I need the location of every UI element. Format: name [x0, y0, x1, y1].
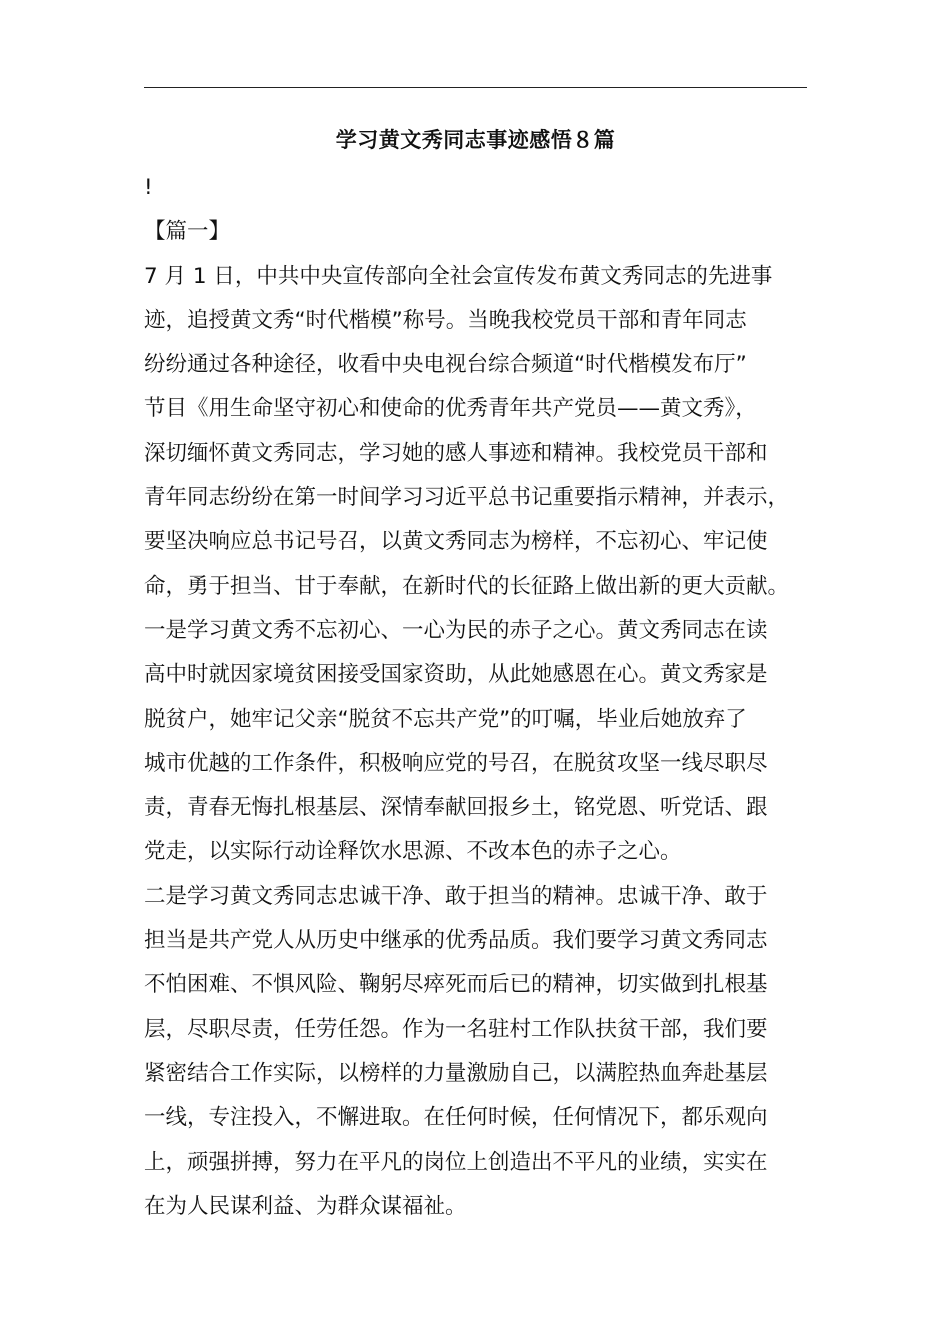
body-line: 青年同志纷纷在第一时间学习习近平总书记重要指示精神，并表示， [144, 485, 790, 511]
body-line: 命，勇于担当、甘于奉献，在新时代的长征路上做出新的更大贡献。 [144, 573, 790, 599]
section-label: 【篇一】 [144, 219, 231, 245]
body-line: 紧密结合工作实际，以榜样的力量激励自己，以满腔热血奔赴基层 [144, 1060, 768, 1086]
body-line: 不怕困难、不惧风险、鞠躬尽瘁死而后已的精神，切实做到扎根基 [144, 972, 768, 998]
body-line: 城市优越的工作条件，积极响应党的号召，在脱贫攻坚一线尽职尽 [144, 750, 768, 776]
body-line: 责，青春无悔扎根基层、深情奉献回报乡土，铭党恩、听党话、跟 [144, 795, 768, 821]
body-line: 脱贫户，她牢记父亲“脱贫不忘共产党”的叮嘱，毕业后她放弃了 [144, 706, 747, 732]
body-line: 党走，以实际行动诠释饮水思源、不改本色的赤子之心。 [144, 839, 682, 865]
body-line: 要坚决响应总书记号召，以黄文秀同志为榜样，不忘初心、牢记使 [144, 529, 768, 555]
header-rule [144, 87, 807, 88]
body-line: 上，顽强拼搏，努力在平凡的岗位上创造出不平凡的业绩，实实在 [144, 1149, 768, 1175]
body-line: 高中时就因家境贫困接受国家资助，从此她感恩在心。黄文秀家是 [144, 662, 768, 688]
document-body [144, 166, 816, 1229]
body-line: 迹，追授黄文秀“时代楷模”称号。当晚我校党员干部和青年同志 [144, 307, 747, 333]
body-line: 一线，专注投入，不懈进取。在任何时候，任何情况下，都乐观向 [144, 1105, 768, 1131]
stray-marker: ! [144, 175, 153, 200]
body-line: 层，尽职尽责，任劳任怨。作为一名驻村工作队扶贫干部，我们要 [144, 1016, 768, 1042]
body-line: 二是学习黄文秀同志忠诚干净、敢于担当的精神。忠诚干净、敢于 [144, 883, 768, 909]
body-line: 深切缅怀黄文秀同志，学习她的感人事迹和精神。我校党员干部和 [144, 440, 768, 466]
body-line: 节目《用生命坚守初心和使命的优秀青年共产党员——黄文秀》， [144, 396, 757, 422]
body-line: 在为人民谋利益、为群众谋福祉。 [144, 1193, 467, 1219]
document-title: 学习黄文秀同志事迹感悟８篇 [335, 128, 616, 152]
body-line: 7 月 1 日，中共中央宣传部向全社会宣传发布黄文秀同志的先进事 [144, 263, 773, 289]
body-line: 担当是共产党人从历史中继承的优秀品质。我们要学习黄文秀同志 [144, 928, 768, 954]
body-line: 一是学习黄文秀不忘初心、一心为民的赤子之心。黄文秀同志在读 [144, 617, 768, 643]
body-line: 纷纷通过各种途径，收看中央电视台综合频道“时代楷模发布厅” [144, 352, 747, 378]
